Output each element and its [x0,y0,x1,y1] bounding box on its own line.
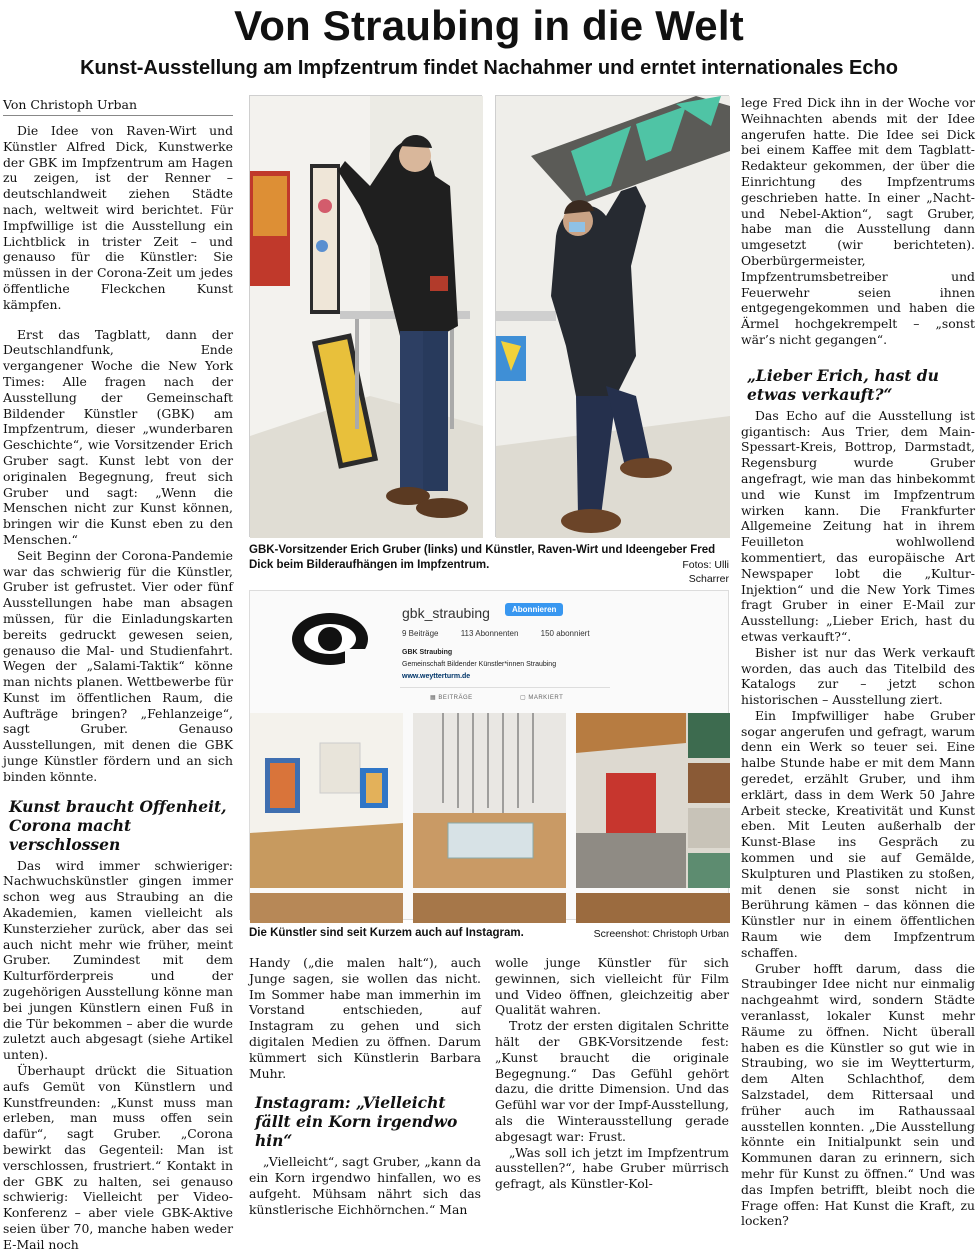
follow-button[interactable]: Abonnieren [505,603,563,616]
column-2 [249,955,481,1218]
photo-caption-text: GBK-Vorsitzender Erich Gruber (links) und Künstler, Raven-Wirt und Ideengeber Fred Dick beim Bilderaufhängen im Impfzentrum. [249,544,716,571]
instagram-caption: Die Künstler sind seit Kurzem auch auf Instagram. [249,927,524,939]
paragraph: Die Idee von Raven-Wirt und Künstler Alfred Dick, Kunstwerke der GBK im Impfzentrum am Hagen zu zeigen, ist der Renner – deutschlandweit ziehen Städte nach, weltweit wird berichtet. Für Impfwillige ist die Ausstellung ein Lichtblick in trister Zeit – und genauso für die Künstler: Sie müssen in der Corona-Zeit um jedes öffentliche Fleckchen Kunst kämpfen. [3,123,233,312]
instagram-screenshot [249,590,729,920]
paragraph: Gruber hofft darum, dass die Straubinger Idee nicht nur einmalig nachgeahmt wird, sondern Städte veranlasst, lokaler Kunst mehr Räume zu öffnen. Nicht überall haben es die Künstler so gut wie in Straubing, wo sie im Weytterturm, dem Alten Schlachthof, dem Salzstadel, dem Rittersaal und früher auch im Rathaussaal ausstellen konnten. „Die Ausstellung könnte ein Initialpunkt sein und Kommunen daran zu erinnern, sich mehr für Kunst zu öffnen.“ Und was das Impfen betrifft, bleibt noch die Frage offen: Hat Kunst die Kraft, zu locken? [741,960,975,1229]
profile-tabs [400,687,610,707]
subheading: „Lieber Erich, hast du etwas verkauft?“ [747,365,939,404]
paragraph: Erst das Tagblatt, dann der Deutschlandfunk, Ende vergangener Woche die New York Times: Alle fragen nach der Ausstellung der Gemeinschaft Bildender Künstler (GBK) am Impfzentrum, dieser „wunderbaren Geschichte“, wie Vorsitzender Erich Gruber sagt. Kunst lebt von der originalen Begegnung, freut sich Gruber und sagt: „Wenn die Menschen nicht zur Kunst können, bringen wir die Kunst eben zu den Menschen.“ [3,326,233,547]
profile-name: GBK Straubing [402,649,453,656]
subheading: Kunst braucht Offenheit, Corona macht verschlossen [9,796,227,854]
tab-tagged[interactable]: ▢ MARKIERT [520,695,564,701]
photo-image [496,96,730,538]
tab-posts[interactable]: ▦ BEITRÄGE [430,695,473,701]
column-4 [741,95,975,1229]
post-tile[interactable] [576,713,730,888]
posts-count: 9 Beiträge [402,629,439,638]
paragraph: Ein Impfwilliger habe Gruber sogar angerufen und gefragt, warum denn ein Werk so teuer sei. Eine halbe Stunde habe er mit dem Mann geredet, erzählt Gruber, und ihm erklärt, dass in dem Werk 50 Jahre Arbeit stecke, Kreativität und Kunst eben. Mit Leuten außerhalb der Kunst-Blase ins Gespräch zu kommen und sie auf Gemälde, Skulpturen und Plastiken zu stoßen, mit denen sie sonst nicht in Berührung kämen – das können die Künstler nur in einem öffentlichen Raum wie dem Impfzentrum schaffen. [741,707,975,960]
instagram-username: gbk_straubing [402,605,490,621]
paragraph: Seit Beginn der Corona-Pandemie war das schwierig für die Künstler, Gruber ist gefrustet. Vier oder fünf Ausstellungen habe man absagen müssen, für die Einladungskarten bereits gedruckt gewesen seien, genauso die Mal- und Studienfahrt. Wegen der „Salami-Taktik“ könne man nichts planen. Wettbewerbe für Kunst im öffentlichen Raum, die Aufträge bringen? „Fehlanzeige“, sagt Gruber. Genauso Ausstellungen, mit denen die GBK junge Künstler fördern und an sich binden könnte. [3,547,233,784]
subheadline: Kunst-Ausstellung am Impfzentrum findet Nachahmer und erntet internationales Echo [80,57,898,79]
photo-erich-gruber [249,95,482,537]
column-1 [3,123,233,1253]
eye-logo-icon [290,609,370,669]
paragraph: Bisher ist nur das Werk verkauft worden, das auch das Titelbild des Katalogs zur – jetzt schon historischen – Ausstellung ziert. [741,644,975,708]
photo-fred-dick [495,95,729,537]
instagram-credit: Screenshot: Christoph Urban [593,928,729,940]
post-tile[interactable] [250,713,403,888]
post-tile[interactable] [250,893,403,923]
paragraph: lege Fred Dick ihn in der Woche vor Weihnachten abends mit der Idee angerufen hatte. Die Idee sei Dick bei einem Kaffee mit dem Tagblatt-Redakteur gekommen, der über die Einrichtung des Impfzentrums geschrieben hatte. In einer „Nacht- und Nebel-Aktion“, sagt Gruber, habe man die Ausstellung dann umgesetzt (wir berichteten). Oberbürgermeister, Impfzentrumsbetreiber und Feuerwehr seien ihnen entgegengekommen und haben die Ärmel hochgekrempelt – „sonst wär’s nicht gegangen“. [741,95,975,347]
followers-count: 113 Abonnenten [460,629,519,638]
profile-bio: Gemeinschaft Bildender Künstler*innen Straubing [402,661,557,668]
column-3 [495,955,729,1192]
post-tile[interactable] [413,893,566,923]
byline: Von Christoph Urban [3,97,233,116]
paragraph: Das wird immer schwieriger: Nachwuchskünstler gingen immer schon weg aus Straubing an die Akademien, kamen vielleicht als Kunsterzieher zurück, aber das sei auch nicht mehr wie früher, meint Gruber. Zumindest mit dem Kulturförderpreis und der zugehörigen Ausstellung könne man bei jungen Künstlern einen Fuß in die Tür bekommen – aber die wurde zuletzt auch abgesagt (siehe Artikel unten). [3,857,233,1063]
post-tile[interactable] [576,893,730,923]
instagram-stats [402,629,610,638]
photo-credit: Fotos: Ulli Scharrer [682,559,729,585]
paragraph: Handy („die malen halt“), auch Junge sagen, sie wollen das nicht. Im Sommer habe man immerhin im Vorstand entschieden, auf Instagram zu gehen und sich digitalen Medien zu öffnen. Darum kümmert sich Künstlerin Barbara Muhr. [249,955,481,1081]
paragraph: „Was soll ich jetzt im Impfzentrum ausstellen?“, habe Gruber mürrisch gefragt, als Künstler-Kol- [495,1144,729,1192]
photo-image [250,96,483,538]
paragraph: Trotz der ersten digitalen Schritte hält der GBK-Vorsitzende fest: „Kunst braucht die originale Begegnung.“ Das Gefühl gehört dazu, die dritte Dimension. Und das Gefühl war vor der Impf-Ausstellung, als die Winterausstellung gerade abgesagt war: Frust. [495,1018,729,1144]
paragraph: Überhaupt drückt die Situation aufs Gemüt von Künstlern und Kunstfreunden: „Kunst muss man erleben, man muss offen sein dafür“, sagt Gruber. „Corona bewirkt das Gegenteil: Man ist verschlossen, frustriert.“ Kontakt in der GBK zu halten, sei genauso schwierig: Vielleicht per Video-Konferenz – aber viele GBK-Aktive seien über 70, manche haben weder E-Mail noch [3,1063,233,1252]
paragraph: „Vielleicht“, sagt Gruber, „kann da ein Korn irgendwo hinfallen, wo es aufgeht. Mühsam nährt sich das künstlerische Eichhörnchen.“ Man [249,1154,481,1217]
following-count: 150 abonniert [540,629,590,638]
paragraph: wolle junge Künstler für sich gewinnen, sich vielleicht für Film und Video öffnen, gleichzeitig aber Qualität wahren. [495,955,729,1018]
headline: Von Straubing in die Welt [234,2,744,49]
paragraph: Das Echo auf die Ausstellung ist gigantisch: Aus Trier, dem Main-Spessart-Kreis, Bottrop, Darmstadt, Regensburg wurde Gruber angefragt, wie man das hinbekommt und wie Kunst im Impfzentrum wirken kann. Die Frankfurter Allgemeine Zeitung hat in ihrem Feuilleton wohlwollend kommentiert, das europäische Art Newspaper lobt die „Kultur-Injektion“ und die New York Times fragt Gruber in einer E-Mail zur Ausstellung: „Lieber Erich, hast du etwas verkauft?“. [741,407,975,644]
subheading: Instagram: „Vielleicht fällt ein Korn irgendwo hin“ [255,1093,458,1151]
profile-link[interactable]: www.weytterturm.de [402,673,471,680]
post-tile[interactable] [413,713,566,888]
